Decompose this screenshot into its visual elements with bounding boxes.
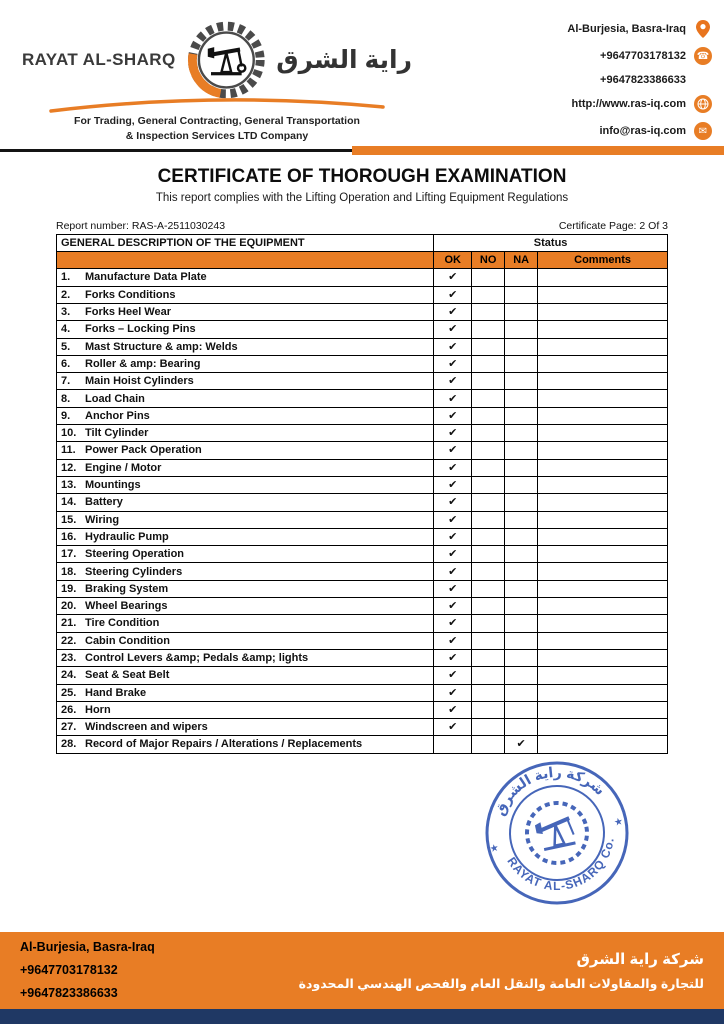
footer-phone1: +9647703178132 (20, 962, 118, 977)
column-header-na: NA (505, 252, 538, 269)
ok-cell: ✔ (434, 373, 472, 390)
footer-navy-strip (0, 1009, 724, 1024)
no-cell (472, 511, 505, 528)
description-cell (57, 598, 434, 615)
na-cell (505, 459, 538, 476)
table-row (57, 390, 668, 407)
column-header-comments: Comments (538, 252, 668, 269)
comment-cell (538, 373, 668, 390)
divider-black-segment (0, 149, 352, 152)
comment-cell (538, 615, 668, 632)
row-number: 9. (61, 409, 71, 422)
report-number-label: Report number: (56, 220, 129, 232)
footer-arabic-description: للتجارة والمقاولات العامة والنقل العام والفحص الهندسي المحدودة (298, 977, 704, 991)
row-number: 28. (61, 738, 77, 751)
ok-cell: ✔ (434, 338, 472, 355)
footer-contact (20, 936, 155, 1005)
no-cell (472, 598, 505, 615)
certificate-page-value: 2 Of 3 (639, 220, 668, 232)
certificate-title: CERTIFICATE OF THOROUGH EXAMINATION (157, 166, 567, 187)
ok-cell: ✔ (434, 684, 472, 701)
row-number: 13. (61, 479, 77, 492)
no-cell (472, 355, 505, 372)
ok-cell: ✔ (434, 321, 472, 338)
table-row (57, 321, 668, 338)
row-label: Seat & Seat Belt (85, 669, 170, 682)
company-name-arabic: راية الشرق (276, 46, 412, 74)
description-cell (57, 407, 434, 424)
na-cell (505, 476, 538, 493)
row-label: Control Levers &amp; Pedals &amp; lights (85, 651, 309, 664)
no-cell (472, 425, 505, 442)
report-number-value: RAS-A-2511030243 (131, 220, 226, 232)
equipment-table (56, 234, 668, 754)
table-header-status: Status (434, 235, 668, 252)
no-cell (472, 304, 505, 321)
footer-phone2: +9647823386633 (20, 986, 118, 1001)
na-cell (505, 563, 538, 580)
na-cell (505, 269, 538, 286)
row-number: 24. (61, 669, 77, 682)
globe-icon (694, 95, 712, 113)
table-row (57, 373, 668, 390)
table-row (57, 425, 668, 442)
row-label: Forks Heel Wear (85, 306, 172, 319)
ok-cell: ✔ (434, 546, 472, 563)
phone-icon: ☎ (694, 47, 712, 65)
table-row (57, 632, 668, 649)
description-cell (57, 442, 434, 459)
comment-cell (538, 632, 668, 649)
na-cell (505, 598, 538, 615)
row-label: Roller & amp: Bearing (85, 357, 201, 370)
ok-cell: ✔ (434, 632, 472, 649)
table-subheader-empty (57, 252, 434, 269)
divider-orange-segment (352, 146, 724, 155)
ok-cell: ✔ (434, 459, 472, 476)
row-number: 11. (61, 444, 76, 457)
comment-cell (538, 719, 668, 736)
description-cell (57, 373, 434, 390)
row-number: 7. (61, 375, 71, 388)
no-cell (472, 321, 505, 338)
comment-cell (538, 286, 668, 303)
no-cell (472, 373, 505, 390)
row-number: 23. (61, 651, 77, 664)
row-label: Main Hoist Cylinders (85, 375, 194, 388)
row-label: Horn (85, 703, 111, 716)
ok-cell: ✔ (434, 598, 472, 615)
ok-cell: ✔ (434, 355, 472, 372)
row-label: Hand Brake (85, 686, 147, 699)
description-cell (57, 476, 434, 493)
no-cell (472, 580, 505, 597)
phone1-text: +9647703178132 (600, 50, 686, 62)
no-cell (472, 338, 505, 355)
email-icon: ✉ (694, 122, 712, 140)
ok-cell: ✔ (434, 269, 472, 286)
comment-cell (538, 684, 668, 701)
comment-cell (538, 407, 668, 424)
comment-cell (538, 459, 668, 476)
company-logo-block (22, 10, 412, 146)
na-cell (505, 719, 538, 736)
table-row (57, 338, 668, 355)
comment-cell (538, 649, 668, 666)
no-cell (472, 459, 505, 476)
row-number: 25. (61, 686, 77, 699)
contact-website (498, 95, 712, 113)
description-cell (57, 269, 434, 286)
description-cell (57, 321, 434, 338)
table-row (57, 580, 668, 597)
na-cell (505, 528, 538, 545)
ok-cell: ✔ (434, 528, 472, 545)
row-label: Mountings (85, 479, 141, 492)
row-label: Wiring (85, 513, 120, 526)
description-cell (57, 580, 434, 597)
table-row (57, 286, 668, 303)
na-cell (505, 701, 538, 718)
report-number (56, 220, 225, 232)
comment-cell (538, 667, 668, 684)
table-row (57, 528, 668, 545)
description-cell (57, 511, 434, 528)
row-number: 8. (61, 392, 71, 405)
table-row (57, 511, 668, 528)
email-text: info@ras-iq.com (599, 125, 686, 137)
na-cell (505, 390, 538, 407)
table-row (57, 615, 668, 632)
row-label: Windscreen and wipers (85, 721, 208, 734)
table-row (57, 649, 668, 666)
row-label: Forks – Locking Pins (85, 323, 196, 336)
row-label: Anchor Pins (85, 409, 150, 422)
comment-cell (538, 321, 668, 338)
table-row (57, 459, 668, 476)
row-number: 26. (61, 703, 77, 716)
comment-cell (538, 338, 668, 355)
company-tagline-line1: For Trading, General Contracting, General Transportation (74, 115, 360, 127)
no-cell (472, 286, 505, 303)
na-cell (505, 580, 538, 597)
stamp-star-right: ★ (613, 816, 625, 829)
no-cell (472, 407, 505, 424)
website-text: http://www.ras-iq.com (571, 98, 686, 110)
no-cell (472, 684, 505, 701)
description-cell (57, 546, 434, 563)
table-row (57, 546, 668, 563)
na-cell (505, 304, 538, 321)
no-cell (472, 701, 505, 718)
page-header (0, 0, 724, 146)
na-cell (505, 649, 538, 666)
ok-cell (434, 736, 472, 753)
footer-band (0, 932, 724, 1009)
comment-cell (538, 511, 668, 528)
na-cell: ✔ (505, 736, 538, 753)
row-number: 15. (61, 513, 77, 526)
no-cell (472, 649, 505, 666)
contact-email (498, 122, 712, 140)
footer-arabic (299, 950, 704, 991)
comment-cell (538, 390, 668, 407)
description-cell (57, 494, 434, 511)
na-cell (505, 442, 538, 459)
row-label: Forks Conditions (85, 288, 176, 301)
no-cell (472, 528, 505, 545)
ok-cell: ✔ (434, 286, 472, 303)
na-cell (505, 511, 538, 528)
contact-phone2 (498, 74, 712, 86)
no-cell (472, 494, 505, 511)
row-label: Tilt Cylinder (85, 427, 149, 440)
comment-cell (538, 304, 668, 321)
certificate-page-number (559, 220, 668, 232)
table-subheader-row (57, 252, 668, 269)
row-label: Steering Operation (85, 548, 185, 561)
table-row (57, 563, 668, 580)
description-cell (57, 459, 434, 476)
description-cell (57, 649, 434, 666)
footer-arabic-company-name: شركة راية الشرق (576, 951, 704, 968)
row-number: 10. (61, 427, 77, 440)
comment-cell (538, 528, 668, 545)
na-cell (505, 667, 538, 684)
na-cell (505, 321, 538, 338)
comment-cell (538, 563, 668, 580)
row-number: 1. (61, 271, 71, 284)
table-row (57, 684, 668, 701)
contact-phone1 (498, 47, 712, 65)
table-row (57, 494, 668, 511)
na-cell (505, 407, 538, 424)
comment-cell (538, 269, 668, 286)
row-number: 4. (61, 323, 71, 336)
row-number: 17. (61, 548, 77, 561)
row-number: 20. (61, 600, 77, 613)
table-row (57, 442, 668, 459)
na-cell (505, 338, 538, 355)
comment-cell (538, 355, 668, 372)
comment-cell (538, 425, 668, 442)
no-cell (472, 736, 505, 753)
description-cell (57, 719, 434, 736)
na-cell (505, 494, 538, 511)
na-cell (505, 684, 538, 701)
row-label: Engine / Motor (85, 461, 162, 474)
table-row (57, 304, 668, 321)
no-cell (472, 563, 505, 580)
ok-cell: ✔ (434, 425, 472, 442)
no-cell (472, 546, 505, 563)
location-pin-icon (694, 20, 712, 38)
na-cell (505, 615, 538, 632)
ok-cell: ✔ (434, 615, 472, 632)
row-label: Battery (85, 496, 123, 509)
row-number: 3. (61, 306, 71, 319)
ok-cell: ✔ (434, 667, 472, 684)
stamp-pumpjack-icon (535, 816, 576, 852)
logo-row (22, 12, 412, 108)
column-header-ok: OK (434, 252, 472, 269)
comment-cell (538, 598, 668, 615)
ok-cell: ✔ (434, 580, 472, 597)
report-meta-row (56, 220, 668, 232)
column-header-no: NO (472, 252, 505, 269)
na-cell (505, 632, 538, 649)
company-tagline-line2: & Inspection Services LTD Company (125, 129, 309, 142)
certificate-subtitle: This report complies with the Lifting Operation and Lifting Equipment Regulations (155, 192, 569, 204)
description-cell (57, 355, 434, 372)
no-cell (472, 390, 505, 407)
description-cell (57, 286, 434, 303)
row-number: 21. (61, 617, 77, 630)
description-cell (57, 528, 434, 545)
description-cell (57, 701, 434, 718)
row-label: Wheel Bearings (85, 600, 168, 613)
ok-cell: ✔ (434, 442, 472, 459)
row-number: 6. (61, 357, 71, 370)
ok-cell: ✔ (434, 407, 472, 424)
ok-cell: ✔ (434, 511, 472, 528)
no-cell (472, 632, 505, 649)
row-number: 5. (61, 340, 71, 353)
description-cell (57, 338, 434, 355)
table-row (57, 701, 668, 718)
no-cell (472, 442, 505, 459)
company-stamp (468, 744, 646, 922)
description-cell (57, 615, 434, 632)
table-row (57, 407, 668, 424)
ok-cell: ✔ (434, 701, 472, 718)
table-row (57, 598, 668, 615)
stamp-arabic-text: شركة راية الشرق (491, 763, 609, 818)
ok-cell: ✔ (434, 304, 472, 321)
no-cell (472, 269, 505, 286)
row-label: Braking System (85, 582, 169, 595)
na-cell (505, 373, 538, 390)
comment-cell (538, 580, 668, 597)
company-name-english: RAYAT AL-SHARQ (22, 50, 176, 69)
ok-cell: ✔ (434, 494, 472, 511)
row-number: 2. (61, 288, 71, 301)
contact-address (498, 20, 712, 38)
row-label: Load Chain (85, 392, 145, 405)
table-row (57, 736, 668, 753)
comment-cell (538, 546, 668, 563)
row-label: Tire Condition (85, 617, 160, 630)
no-cell (472, 667, 505, 684)
footer-address: Al-Burjesia, Basra-Iraq (20, 939, 155, 954)
table-header-description: GENERAL DESCRIPTION OF THE EQUIPMENT (57, 235, 434, 252)
contact-block (498, 10, 716, 146)
comment-cell (538, 701, 668, 718)
row-label: Cabin Condition (85, 634, 170, 647)
comment-cell (538, 476, 668, 493)
no-cell (472, 719, 505, 736)
row-label: Steering Cylinders (85, 565, 183, 578)
row-number: 12. (61, 461, 77, 474)
row-label: Record of Major Repairs / Alterations / Replacements (85, 738, 363, 751)
phone2-text: +9647823386633 (600, 74, 686, 86)
description-cell (57, 667, 434, 684)
table-row (57, 355, 668, 372)
description-cell (57, 563, 434, 580)
ok-cell: ✔ (434, 719, 472, 736)
row-number: 14. (61, 496, 77, 509)
ok-cell: ✔ (434, 649, 472, 666)
ok-cell: ✔ (434, 476, 472, 493)
na-cell (505, 425, 538, 442)
row-number: 18. (61, 565, 77, 578)
ok-cell: ✔ (434, 563, 472, 580)
description-cell (57, 684, 434, 701)
table-row (57, 476, 668, 493)
row-number: 16. (61, 530, 77, 543)
row-number: 27. (61, 721, 77, 734)
stamp-star-left: ★ (488, 842, 500, 856)
table-row (57, 269, 668, 286)
description-cell (57, 736, 434, 753)
na-cell (505, 546, 538, 563)
header-divider (0, 146, 724, 155)
certificate-page-label: Certificate Page: (558, 220, 637, 232)
description-cell (57, 390, 434, 407)
table-row (57, 667, 668, 684)
comment-cell (538, 494, 668, 511)
table-header-row (57, 235, 668, 252)
table-row (57, 719, 668, 736)
row-label: Hydraulic Pump (85, 530, 169, 543)
row-number: 22. (61, 634, 77, 647)
row-label: Manufacture Data Plate (85, 271, 207, 284)
equipment-table-body (57, 269, 668, 753)
no-cell (472, 615, 505, 632)
row-number: 19. (61, 582, 77, 595)
no-cell (472, 476, 505, 493)
description-cell (57, 632, 434, 649)
na-cell (505, 355, 538, 372)
na-cell (505, 286, 538, 303)
stamp-english-text: RAYAT AL-SHARQ Co. (504, 836, 617, 894)
comment-cell (538, 442, 668, 459)
address-text: Al-Burjesia, Basra-Iraq (567, 23, 686, 35)
company-logo-emblem (186, 12, 267, 108)
description-cell (57, 425, 434, 442)
row-label: Mast Structure & amp: Welds (85, 340, 238, 353)
ok-cell: ✔ (434, 390, 472, 407)
description-cell (57, 304, 434, 321)
row-label: Power Pack Operation (85, 444, 202, 457)
